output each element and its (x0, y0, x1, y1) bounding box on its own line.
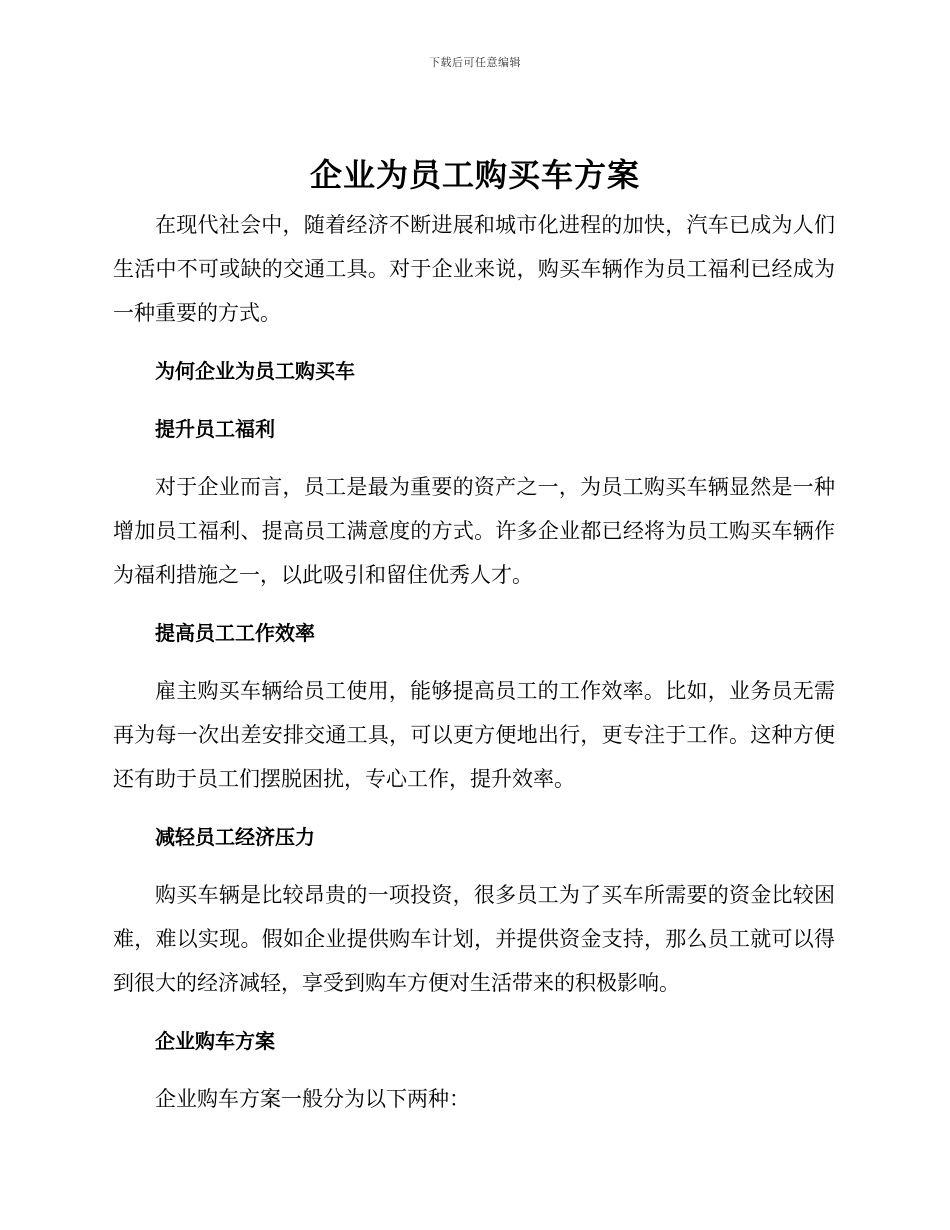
document-body (113, 203, 835, 1121)
header-note: 下载后可任意编辑 (429, 56, 521, 69)
heading-plan: 企业购车方案 (155, 1029, 275, 1053)
pressure-paragraph: 购买车辆是比较昂贵的一项投资，很多员工为了买车所需要的资金比较困难，难以实现。假如企业提供购车计划，并提供资金支持，那么员工就可以得到很大的经济减轻，享受到购车方便对生活带来的积极影响。 (113, 883, 835, 995)
plan-paragraph: 企业购车方案一般分为以下两种： (155, 1087, 470, 1111)
heading-pressure: 减轻员工经济压力 (155, 825, 315, 849)
efficiency-paragraph: 雇主购买车辆给员工使用，能够提高员工的工作效率。比如，业务员无需再为每一次出差安排交通工具，可以更方便地出行，更专注于工作。这种方便还有助于员工们摆脱困扰，专心工作，提升效率。 (113, 679, 835, 791)
page-title: 企业为员工购买车方案 (309, 156, 640, 194)
heading-welfare: 提升员工福利 (155, 417, 275, 441)
welfare-paragraph: 对于企业而言，员工是最为重要的资产之一，为员工购买车辆显然是一种增加员工福利、提高员工满意度的方式。许多企业都已经将为员工购买车辆作为福利措施之一，以此吸引和留住优秀人才。 (113, 475, 835, 587)
intro-paragraph: 在现代社会中，随着经济不断进展和城市化进程的加快，汽车已成为人们生活中不可或缺的交通工具。对于企业来说，购买车辆作为员工福利已经成为一种重要的方式。 (113, 213, 835, 325)
heading-efficiency: 提高员工工作效率 (155, 621, 315, 645)
heading-why: 为何企业为员工购买车 (155, 359, 355, 383)
